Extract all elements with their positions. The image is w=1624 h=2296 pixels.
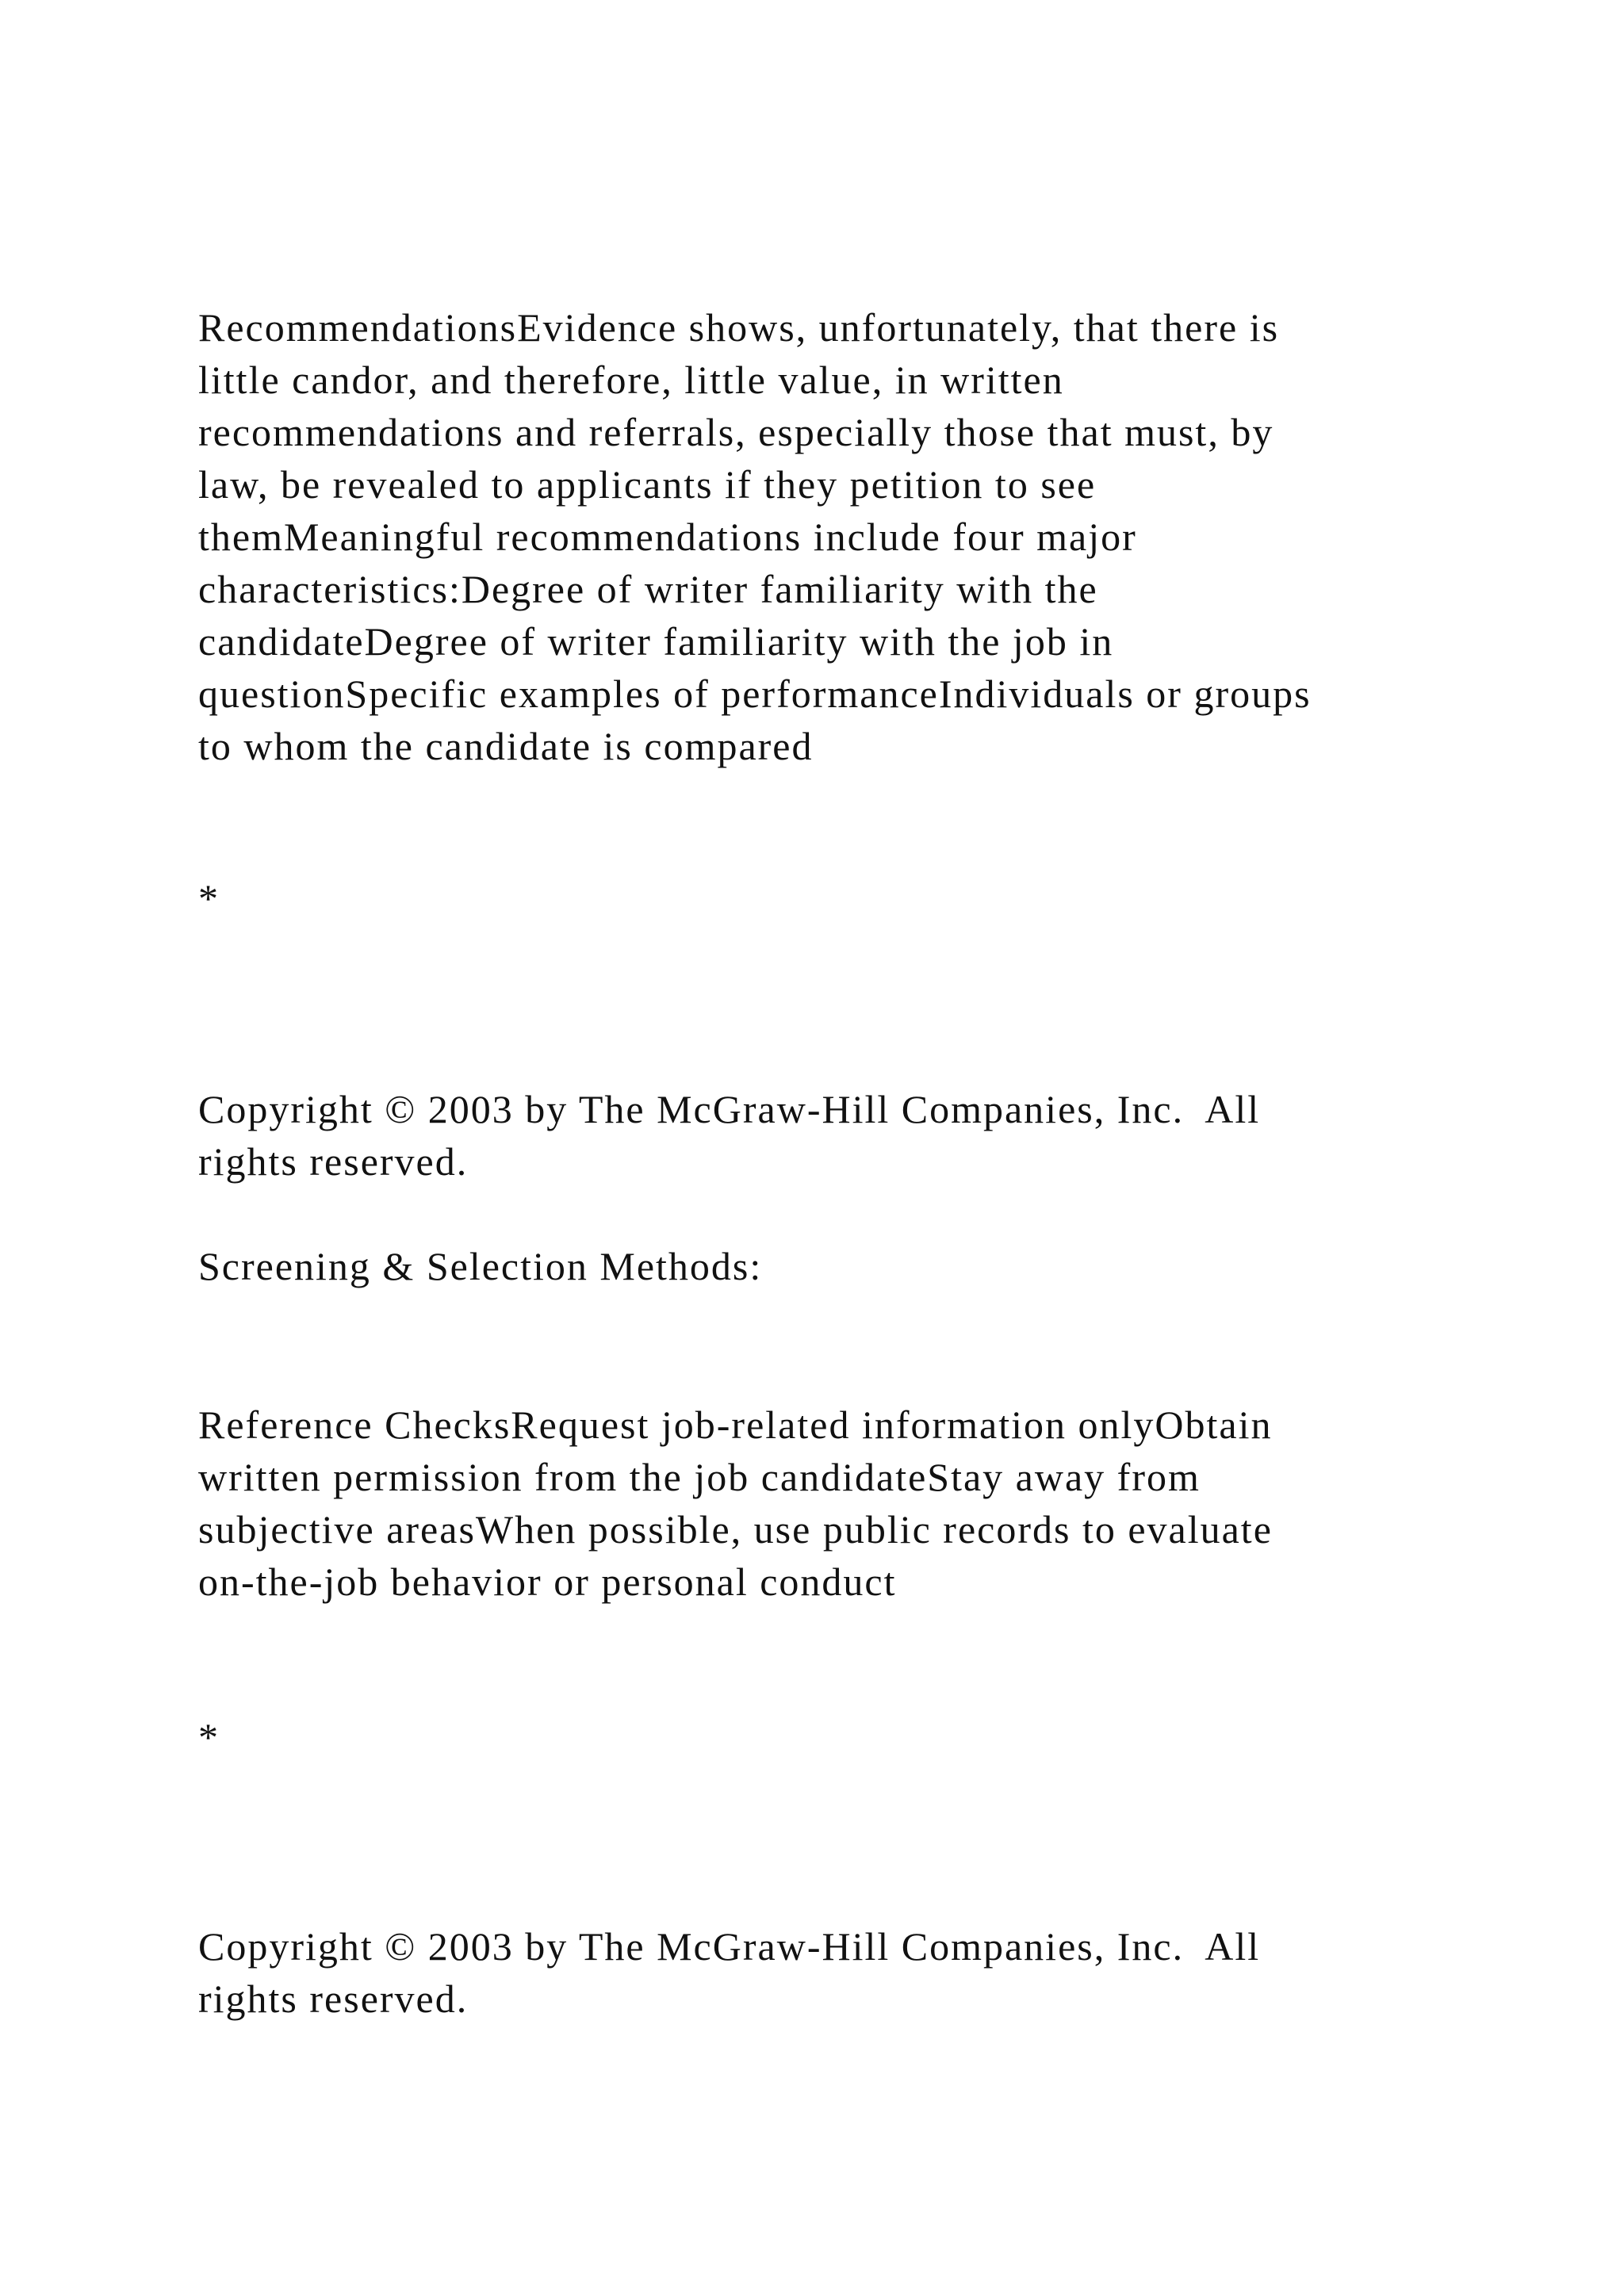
paragraph-line: characteristics:Degree of writer familiarity with the [198, 567, 1098, 611]
paragraph-line: candidateDegree of writer familiarity with the job in [198, 619, 1114, 664]
section-heading: Screening & Selection Methods: [198, 1244, 763, 1288]
recommendations-paragraph [198, 301, 1435, 772]
copyright-line: Copyright © 2003 by The McGraw-Hill Companies, Inc. All [198, 1087, 1261, 1131]
paragraph-line: RecommendationsEvidence shows, unfortunately, that there is [198, 305, 1280, 350]
paragraph-line: on-the-job behavior or personal conduct [198, 1559, 897, 1604]
slide-separator: * [198, 1715, 220, 1759]
reference-checks-paragraph [198, 1399, 1435, 1608]
copyright-line: rights reserved. [198, 1976, 469, 2021]
copyright-line: rights reserved. [198, 1139, 469, 1184]
copyright-notice [198, 1083, 1435, 1188]
paragraph-line: themMeaningful recommendations include four major [198, 515, 1137, 559]
paragraph-line: to whom the candidate is compared [198, 724, 814, 768]
slide-separator: * [198, 876, 220, 920]
paragraph-line: subjective areasWhen possible, use public records to evaluate [198, 1507, 1273, 1552]
copyright-line: Copyright © 2003 by The McGraw-Hill Companies, Inc. All [198, 1924, 1261, 1969]
paragraph-line: written permission from the job candidateStay away from [198, 1455, 1201, 1499]
paragraph-line: law, be revealed to applicants if they petition to see [198, 462, 1097, 507]
copyright-notice [198, 1920, 1435, 2025]
paragraph-line: questionSpecific examples of performanceIndividuals or groups [198, 672, 1312, 716]
paragraph-line: recommendations and referrals, especially those that must, by [198, 410, 1274, 454]
paragraph-line: Reference ChecksRequest job-related information onlyObtain [198, 1402, 1273, 1447]
paragraph-line: little candor, and therefore, little value, in written [198, 358, 1064, 402]
